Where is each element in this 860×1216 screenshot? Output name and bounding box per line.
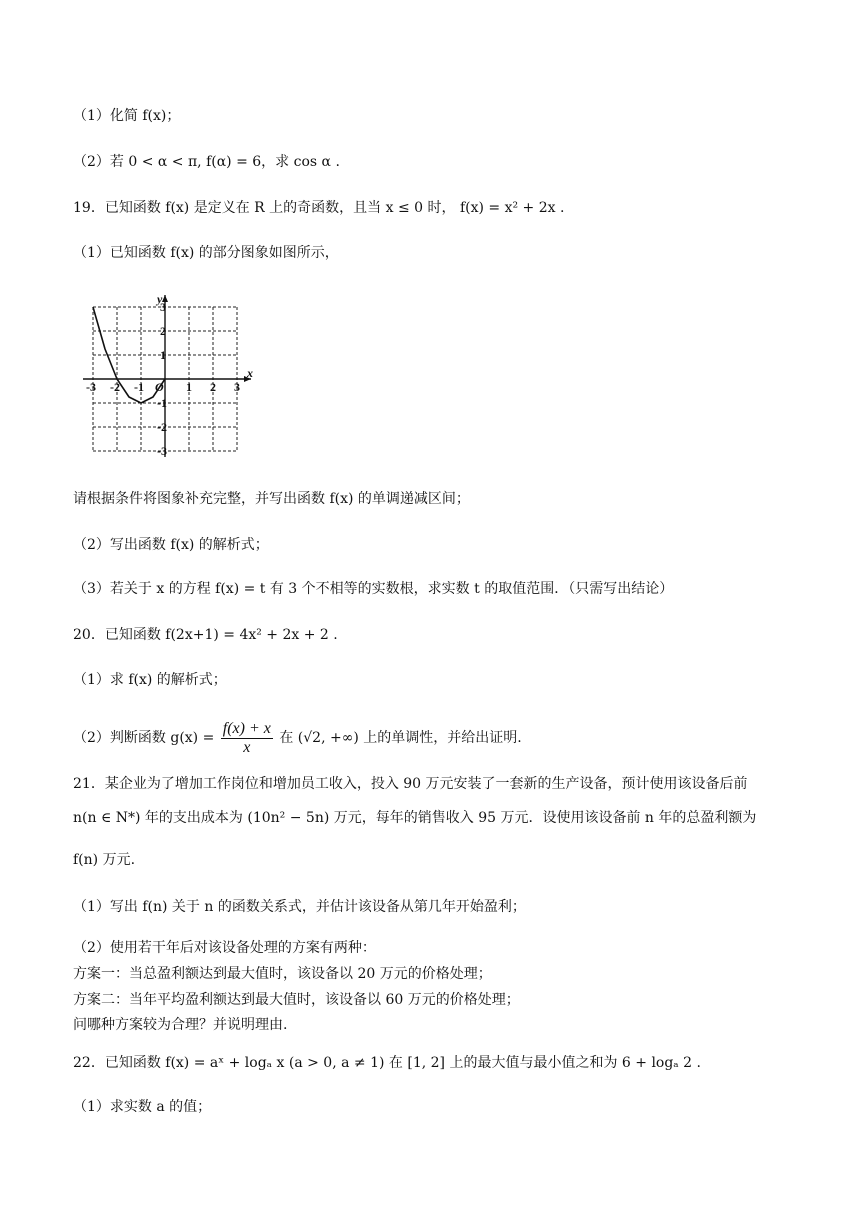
q22-part1: （1）求实数 a 的值； <box>73 1099 212 1115</box>
x-tick-label: -3 <box>86 380 96 394</box>
q21-stem-line2: n(n ∈ N*) 年的支出成本为 (10n² − 5n) 万元，每年的销售收入 95 万元．设使用该设备前 n 年的总盈利额为 <box>73 810 757 826</box>
q19-part1-instruction: 请根据条件将图象补充完整，并写出函数 f(x) 的单调递减区间； <box>73 491 470 507</box>
y-axis-label: y <box>157 292 163 306</box>
q21-part2: （2）使用若干年后对该设备处理的方案有两种： <box>73 940 376 956</box>
q21-part1: （1）写出 f(n) 关于 n 的函数关系式，并估计该设备从第几年开始盈利； <box>73 899 526 915</box>
x-tick-label: 1 <box>186 380 192 394</box>
y-tick-label: 3 <box>160 300 166 314</box>
q20-fraction-denominator: x <box>243 738 251 756</box>
q19-part2: （2）写出函数 f(x) 的解析式； <box>73 537 269 553</box>
q21-plan1: 方案一：当总盈利额达到最大值时，该设备以 20 万元的价格处理； <box>73 966 492 982</box>
x-tick-label: -2 <box>110 380 120 394</box>
q20-fraction-numerator: f(x) + x <box>222 719 271 737</box>
y-tick-label: -2 <box>157 420 167 434</box>
graph-tick-labels <box>86 292 253 458</box>
x-axis-label: x <box>247 366 253 380</box>
q19-part1: （1）已知函数 f(x) 的部分图象如图所示， <box>73 245 339 261</box>
q19-stem: 19．已知函数 f(x) 是定义在 R 上的奇函数，且当 x ≤ 0 时， f(x) = x² + 2x . <box>73 200 565 216</box>
q21-plan2: 方案二：当年平均盈利额达到最大值时，该设备以 60 万元的价格处理； <box>73 992 520 1008</box>
q20-part2-suffix: 在 (√2, +∞) 上的单调性，并给出证明. <box>279 730 522 746</box>
x-tick-label: 3 <box>234 380 240 394</box>
q19-part3: （3）若关于 x 的方程 f(x) = t 有 3 个不相等的实数根，求实数 t 的取值范围．（只需写出结论） <box>73 581 674 597</box>
q21-question: 问哪种方案较为合理？并说明理由. <box>73 1017 288 1033</box>
q20-part1: （1）求 f(x) 的解析式； <box>73 672 227 688</box>
function-graph <box>86 283 282 463</box>
q18-part2: （2）若 0 < α < π, f(α) = 6，求 cos α . <box>73 154 340 170</box>
q20-part2 <box>73 716 522 760</box>
y-tick-label: 1 <box>160 348 166 362</box>
q21-stem-line3: f(n) 万元. <box>73 852 136 868</box>
q22-stem: 22．已知函数 f(x) = aˣ + logₐ x (a > 0, a ≠ 1) 在 [1, 2] 上的最大值与最小值之和为 6 + logₐ 2 . <box>73 1055 701 1071</box>
q20-part2-prefix: （2）判断函数 g(x) = <box>73 730 215 746</box>
q18-part1: （1）化简 f(x)； <box>73 108 181 124</box>
y-tick-label: -3 <box>157 444 167 458</box>
origin-label: O <box>155 380 164 394</box>
y-tick-label: -1 <box>157 396 167 410</box>
graph-axes <box>83 295 251 457</box>
y-tick-label: 2 <box>160 324 166 338</box>
q20-fraction <box>221 720 273 757</box>
q20-stem: 20．已知函数 f(2x+1) = 4x² + 2x + 2 . <box>73 627 338 643</box>
x-tick-label: -1 <box>134 380 144 394</box>
x-tick-label: 2 <box>210 380 216 394</box>
q21-stem-line1: 21．某企业为了增加工作岗位和增加员工收入，投入 90 万元安装了一套新的生产设备，预计使用该设备后前 <box>73 776 748 792</box>
